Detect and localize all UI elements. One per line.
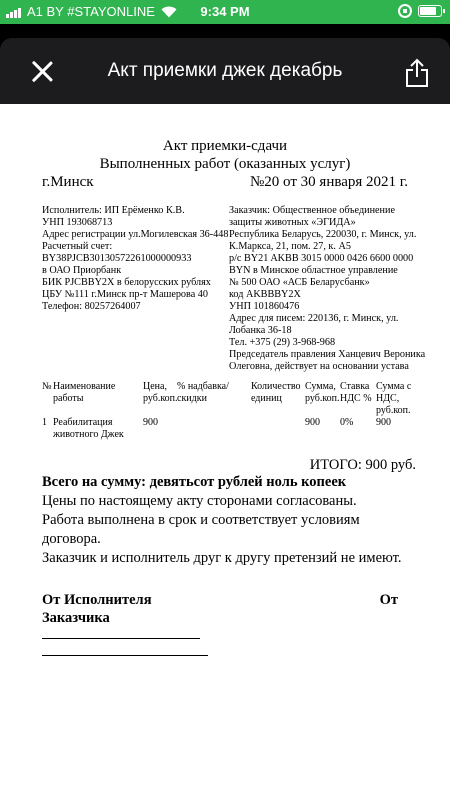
table-cell-vat-rate: 0%: [340, 417, 354, 428]
table-header-sum-vat: руб.коп.: [376, 405, 411, 416]
executor-line: в ОАО Приорбанк: [42, 265, 122, 276]
text-prices-agreed: Цены по настоящему акту сторонами согласованы.: [42, 493, 357, 509]
text-no-claims: Заказчик и исполнитель друг к другу претензий не имеют.: [42, 550, 402, 566]
executor-line: Исполнитель: ИП Ерёменко К.В.: [42, 205, 185, 216]
table-header-sum: Сумма,: [305, 381, 336, 392]
viewer-nav-bar: [0, 38, 450, 104]
customer-line: Республика Беларусь, 220030, г. Минск, ул.: [229, 229, 417, 240]
executor-line: БИК PJCBBY2X в белорусских рублях: [42, 277, 211, 288]
signature-customer-label-cont: Заказчика: [42, 610, 110, 626]
customer-line: К.Маркса, 21, пом. 27, к. А5: [229, 241, 351, 252]
customer-line: код AKBBBY2X: [229, 289, 301, 300]
act-title: Акт приемки-сдачи: [162, 138, 288, 154]
signature-customer-label: От: [379, 592, 398, 608]
table-header-price: руб.коп.: [143, 393, 178, 404]
customer-line: Тел. +375 (29) 3-968-968: [229, 337, 336, 348]
battery-icon: [418, 5, 442, 17]
table-header-vat-rate: Ставка: [340, 381, 370, 392]
executor-line: УНП 193068713: [42, 217, 113, 228]
text-work-done-cont: договора.: [42, 531, 101, 547]
orientation-lock-icon: [398, 4, 412, 18]
table-header-name: Наименование: [53, 381, 116, 392]
executor-line: Телефон: 80257264007: [42, 301, 141, 312]
table-header-vat-rate: НДС %: [340, 393, 372, 404]
table-cell-name: Реабилитация: [53, 417, 113, 428]
table-cell-name: животного Джек: [53, 429, 124, 440]
customer-line: Председатель правления Ханцевич Вероника: [229, 349, 426, 360]
status-time: 9:34 PM: [200, 4, 250, 19]
executor-line: ЦБУ №111 г.Минск пр-т Машерова 40: [42, 289, 208, 300]
customer-line: УНП 101860476: [229, 301, 300, 312]
table-header-sum: руб.коп.: [305, 393, 340, 404]
table-header-sum-vat: Сумма с: [376, 381, 412, 392]
customer-line: Адрес для писем: 220136, г. Минск, ул.: [229, 313, 399, 324]
signature-line-executor: [42, 638, 200, 639]
total-in-words: Всего на сумму: девятьсот рублей ноль копеек: [42, 474, 347, 490]
status-bar: [0, 0, 450, 24]
customer-line: № 500 ОАО «АСБ Беларусбанк»: [229, 277, 370, 288]
battery-level: [420, 7, 436, 15]
customer-line: Лобанка 36-18: [229, 325, 292, 336]
document-page[interactable]: [0, 104, 450, 800]
act-subtitle: Выполненных работ (оказанных услуг): [99, 156, 351, 172]
share-icon[interactable]: [404, 58, 430, 88]
customer-line: защиты животных «ЭГИДА»: [229, 217, 356, 228]
customer-line: р/с BY21 AKBB 3015 0000 0426 6600 0000: [229, 253, 414, 264]
executor-line: Расчетный счет:: [42, 241, 113, 252]
document-title: Акт приемки джек декабрь: [107, 60, 343, 81]
executor-line: Адрес регистрации ул.Могилевская 36-448: [42, 229, 229, 240]
signature-executor-label: От Исполнителя: [42, 592, 152, 608]
act-number-date: №20 от 30 января 2021 г.: [250, 174, 408, 190]
carrier-label: A1 BY #STAYONLINE: [27, 4, 155, 19]
table-header-price: Цена,: [143, 381, 167, 392]
table-cell-sum: 900: [305, 417, 320, 428]
table-cell-price: 900: [143, 417, 158, 428]
table-header-markup: скидки: [177, 393, 207, 404]
act-city: г.Минск: [42, 174, 94, 190]
table-cell-num: 1: [42, 417, 47, 428]
table-header-qty: единиц: [251, 393, 282, 404]
table-header-name: работы: [53, 393, 84, 404]
customer-line: Олеговна, действует на основании устава: [229, 361, 409, 372]
status-right: [398, 4, 442, 18]
customer-line: Заказчик: Общественное объединение: [229, 205, 395, 216]
table-cell-sum-vat: 900: [376, 417, 391, 428]
executor-line: BY38PJCB30130572261000000933: [42, 253, 192, 264]
table-header-markup: % надбавка/: [177, 381, 229, 392]
text-work-done: Работа выполнена в срок и соответствует условиям: [42, 512, 360, 528]
table-header-qty: Количество: [251, 381, 301, 392]
close-icon[interactable]: [30, 60, 54, 84]
customer-line: BYN в Минское областное управление: [229, 265, 398, 276]
total-amount: ИТОГО: 900 руб.: [309, 457, 416, 473]
signature-line-customer: [42, 655, 208, 656]
table-header-sum-vat: НДС,: [376, 393, 400, 404]
table-header-num: №: [42, 381, 52, 392]
